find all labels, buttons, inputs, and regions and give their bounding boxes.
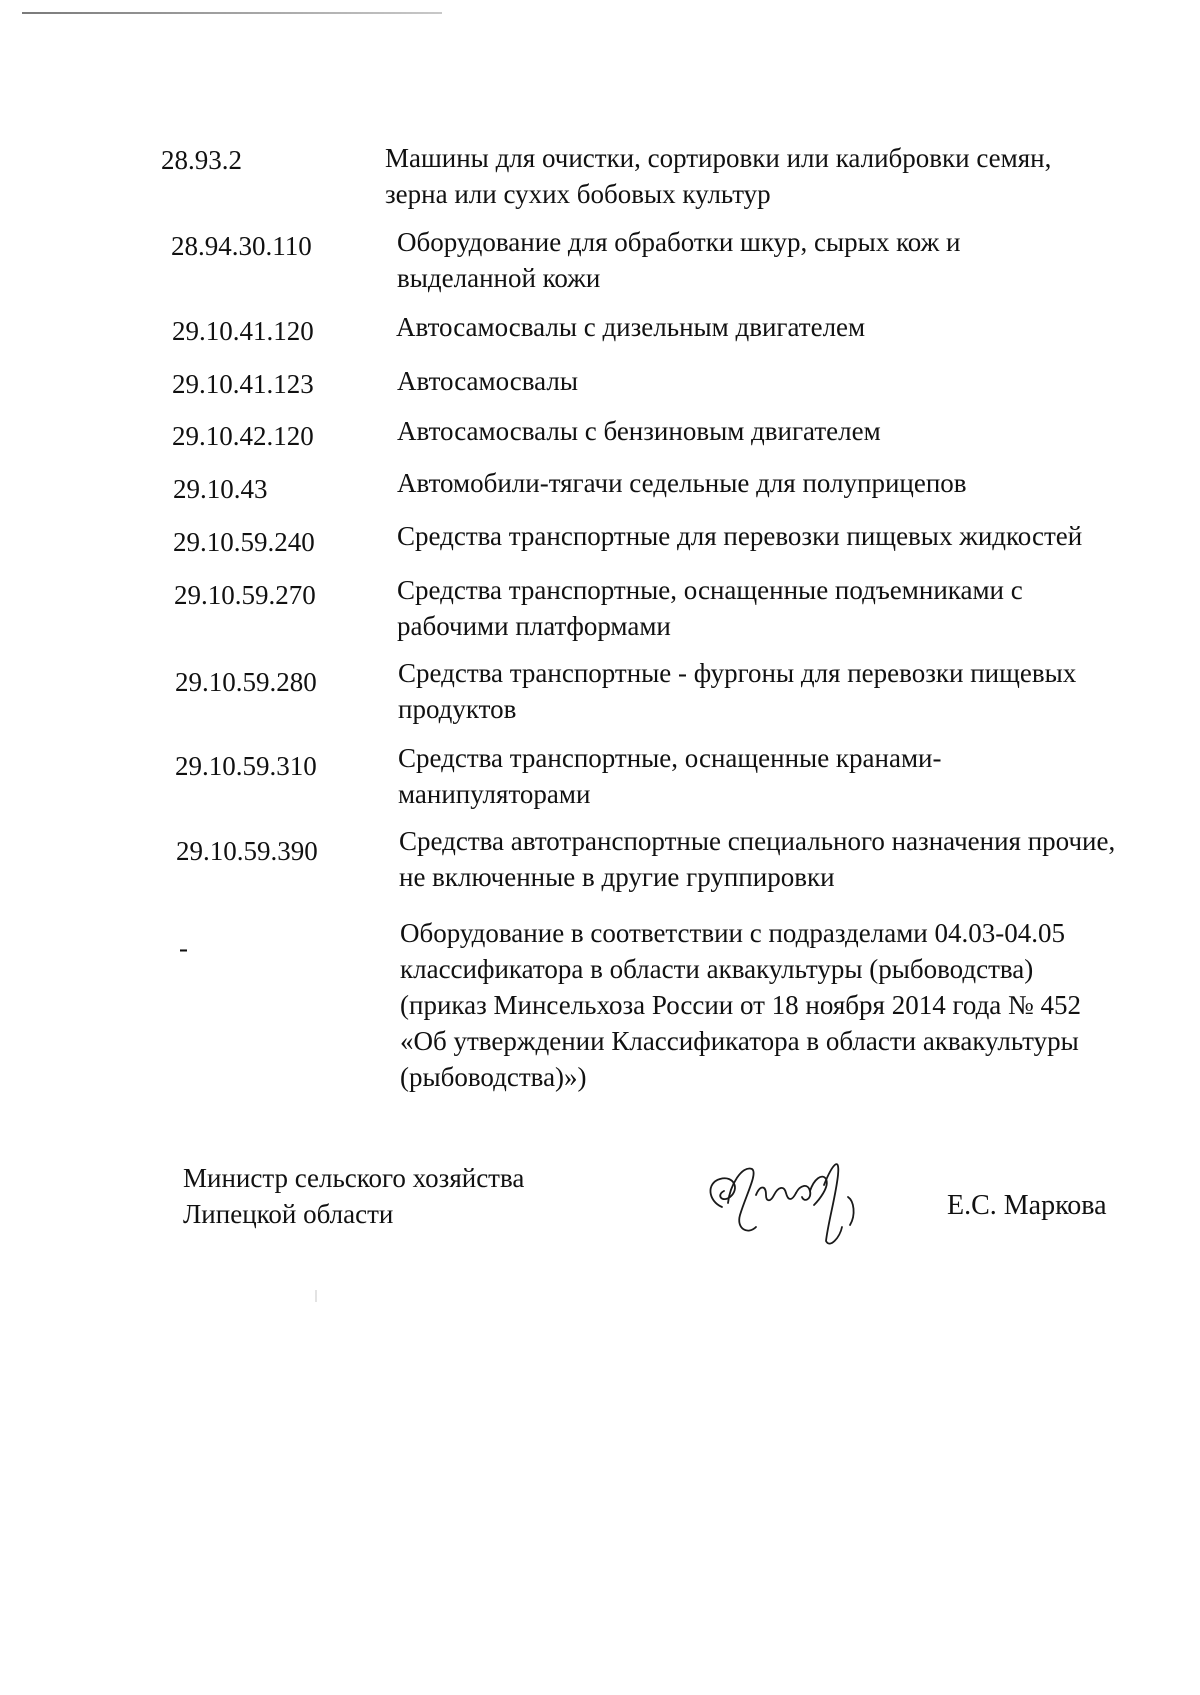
item-code: 29.10.41.120: [172, 316, 314, 346]
item-code: 28.94.30.110: [171, 231, 312, 261]
item-code: 29.10.59.280: [175, 667, 317, 697]
signer-name: Е.С. Маркова: [947, 1190, 1107, 1221]
item-code: 29.10.43: [173, 474, 268, 504]
item-description: Оборудование для обработки шкур, сырых кож и выделанной кожи: [397, 227, 961, 293]
item-code: 29.10.59.270: [174, 580, 316, 610]
item-description: Автосамосвалы с дизельным двигателем: [396, 312, 866, 342]
item-code: 29.10.41.123: [172, 369, 314, 399]
item-description: Автосамосвалы: [397, 366, 578, 396]
handwritten-signature-icon: [700, 1145, 870, 1255]
item-description: Средства автотранспортные специального назначения прочие, не включенные в другие группировки: [399, 826, 1116, 892]
item-code: 29.10.59.310: [175, 751, 317, 781]
item-code: -: [179, 933, 188, 963]
item-description: Средства транспортные для перевозки пищевых жидкостей: [397, 521, 1083, 551]
item-description: Автомобили-тягачи седельные для полуприцепов: [397, 468, 967, 498]
item-code: 28.93.2: [161, 145, 242, 175]
item-description: Машины для очистки, сортировки или калибровки семян, зерна или сухих бобовых культур: [385, 143, 1052, 209]
item-code: 29.10.59.240: [173, 527, 315, 557]
signer-title: Министр сельского хозяйства Липецкой области: [183, 1163, 525, 1229]
item-description: Средства транспортные, оснащенные подъемниками с рабочими платформами: [397, 575, 1023, 641]
item-code: 29.10.59.390: [176, 836, 318, 866]
item-description: Средства транспортные, оснащенные кранами- манипуляторами: [398, 743, 942, 809]
item-description: Автосамосвалы с бензиновым двигателем: [397, 416, 881, 446]
item-description: Оборудование в соответствии с подразделами 04.03-04.05 классификатора в области аквакультуры (рыбоводства) (приказ Минсельхоза России от 18 ноября 2014 года № 452 «Об утверждении Классификатора в области аквакультуры (рыбоводства)»): [400, 918, 1082, 1092]
scan-speck: [315, 1290, 317, 1302]
top-rule: [22, 12, 442, 14]
item-description: Средства транспортные - фургоны для перевозки пищевых продуктов: [398, 658, 1077, 724]
item-code: 29.10.42.120: [172, 421, 314, 451]
